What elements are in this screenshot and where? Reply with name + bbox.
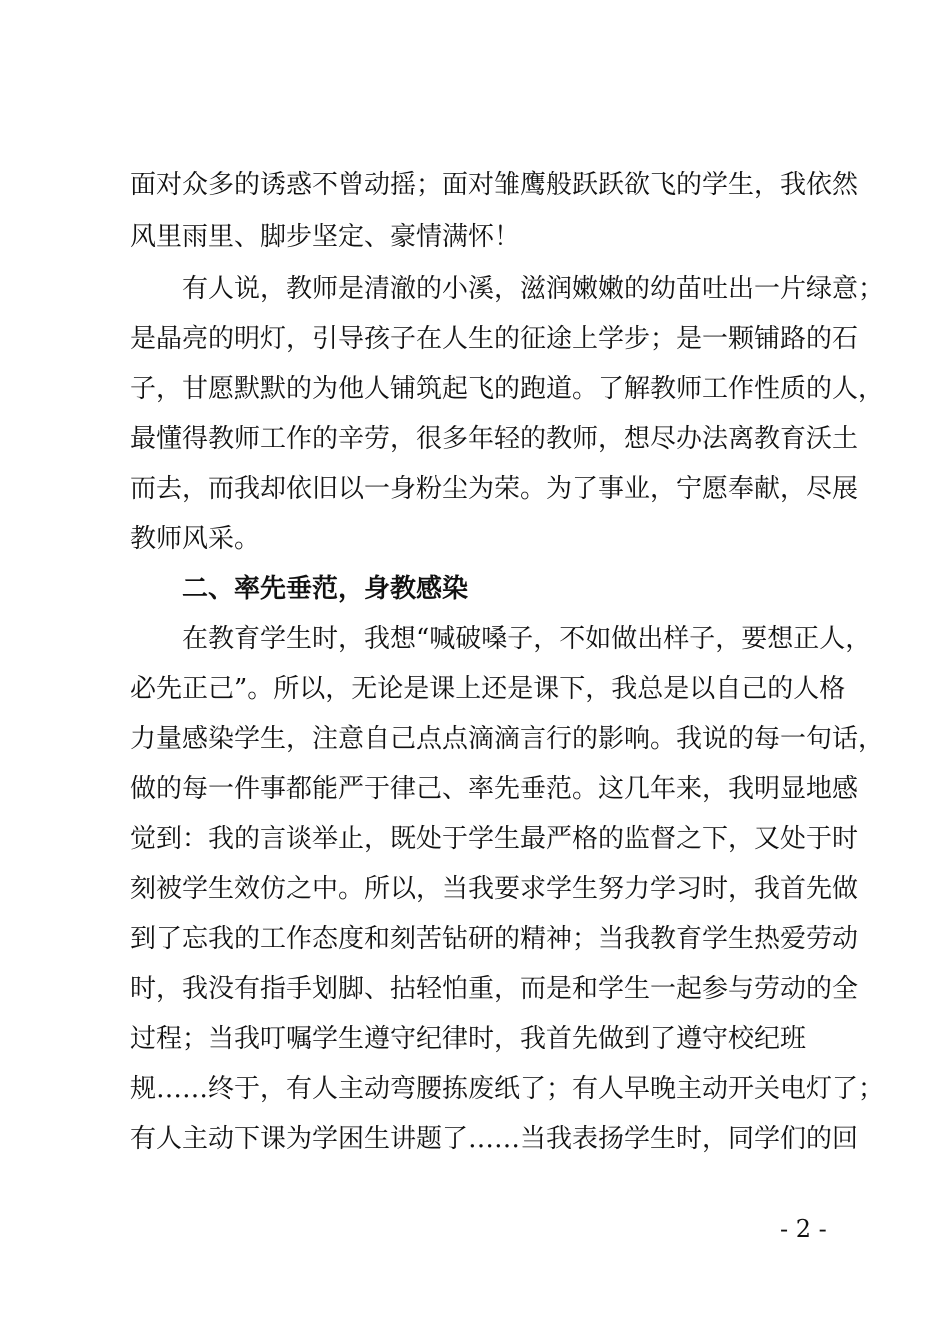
body-text-line: 教师风采。 (130, 524, 261, 554)
body-text-line: 子，甘愿默默的为他人铺筑起飞的跑道。了解教师工作性质的人， (130, 374, 885, 404)
body-text-line: 规……终于，有人主动弯腰拣废纸了；有人早晚主动开关电灯了； (130, 1074, 885, 1104)
page-number: - 2 - (780, 1215, 827, 1243)
body-text-line: 必先正己”。所以，无论是课上还是课下，我总是以自己的人格 (130, 674, 846, 704)
body-text-line: 面对众多的诱惑不曾动摇；面对雏鹰般跃跃欲飞的学生，我依然 (130, 170, 859, 200)
body-text-line: 到了忘我的工作态度和刻苦钻研的精神；当我教育学生热爱劳动 (130, 924, 859, 954)
body-text-line: 做的每一件事都能严于律己、率先垂范。这几年来，我明显地感 (130, 774, 859, 804)
body-text-line: 而去，而我却依旧以一身粉尘为荣。为了事业，宁愿奉献，尽展 (130, 474, 859, 504)
body-text-line: 有人主动下课为学困生讲题了……当我表扬学生时，同学们的回 (130, 1124, 859, 1154)
body-text-line: 风里雨里、脚步坚定、豪情满怀！ (130, 222, 521, 252)
section-heading: 二、率先垂范，身教感染 (182, 574, 469, 604)
body-text-line: 觉到：我的言谈举止，既处于学生最严格的监督之下，又处于时 (130, 824, 859, 854)
body-text-line: 力量感染学生，注意自己点点滴滴言行的影响。我说的每一句话， (130, 724, 885, 754)
paragraph-first-line: 有人说，教师是清澈的小溪，滋润嫩嫩的幼苗吐出一片绿意； (182, 274, 885, 304)
body-text-line: 过程；当我叮嘱学生遵守纪律时，我首先做到了遵守校纪班 (130, 1024, 807, 1054)
paragraph-first-line: 在教育学生时，我想“喊破嗓子，不如做出样子，要想正人， (182, 624, 872, 654)
body-text-line: 刻被学生效仿之中。所以，当我要求学生努力学习时，我首先做 (130, 874, 859, 904)
body-text-line: 最懂得教师工作的辛劳，很多年轻的教师，想尽办法离教育沃土 (130, 424, 859, 454)
body-text-line: 时，我没有指手划脚、拈轻怕重，而是和学生一起参与劳动的全 (130, 974, 859, 1004)
body-text-line: 是晶亮的明灯，引导孩子在人生的征途上学步；是一颗铺路的石 (130, 324, 859, 354)
